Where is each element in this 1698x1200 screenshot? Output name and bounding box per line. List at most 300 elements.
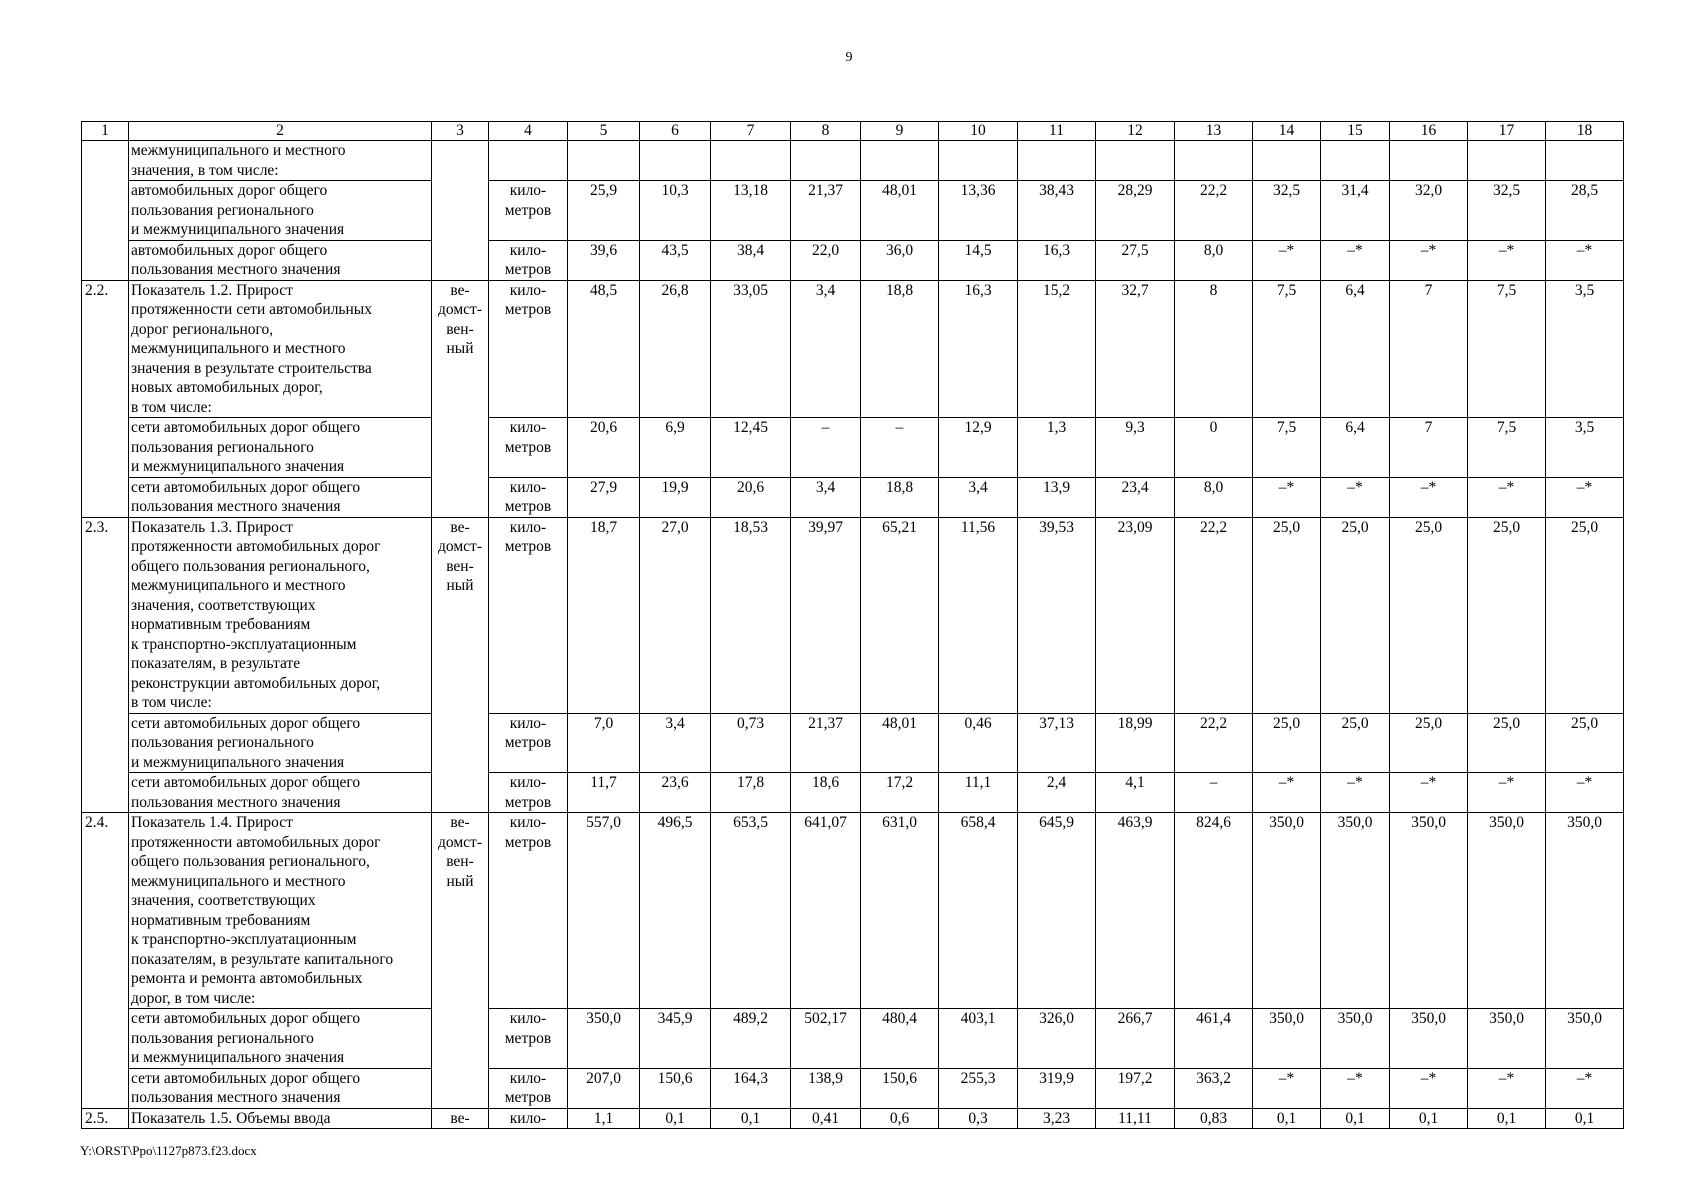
value-cell: 13,9 (1018, 477, 1096, 517)
value-cell: 25,0 (1546, 517, 1624, 713)
value-cell: 16,3 (939, 280, 1018, 418)
indicator-name (129, 517, 432, 713)
unit-line: метров (504, 261, 552, 278)
value-cell: 7,5 (1468, 280, 1546, 418)
value-cell: 37,13 (1018, 713, 1096, 773)
table-row (82, 517, 1624, 713)
indicator-name-line: в том числе: (131, 398, 212, 416)
value-cell: 14,5 (939, 240, 1018, 280)
value-cell: – (1175, 773, 1253, 813)
value-cell: 18,6 (791, 773, 861, 813)
value-cell: 0,83 (1175, 1108, 1253, 1129)
value-cell: –* (1321, 1068, 1390, 1108)
value-cell: 350,0 (1253, 1009, 1321, 1069)
indicator-name-line: сети автомобильных дорог общего (131, 1069, 361, 1087)
value-cell: 32,0 (1390, 181, 1468, 241)
value-cell: 1,3 (1018, 418, 1096, 478)
value-cell (1253, 141, 1321, 181)
value-cell (1321, 141, 1390, 181)
value-cell: 3,5 (1546, 418, 1624, 478)
value-cell: – (791, 418, 861, 478)
indicator-name-line: сети автомобильных дорог общего (131, 714, 361, 732)
value-cell (1096, 141, 1175, 181)
value-cell: –* (1253, 240, 1321, 280)
column-number-header: 18 (1546, 122, 1624, 141)
value-cell: 350,0 (1321, 813, 1390, 1009)
indicator-name-line: значения, соответствующих (131, 892, 316, 909)
value-cell: 7,5 (1253, 280, 1321, 418)
value-cell: 7 (1390, 418, 1468, 478)
indicator-name-line: Показатель 1.5. Объемы ввода (131, 1109, 331, 1127)
value-cell: 138,9 (791, 1068, 861, 1108)
row-number: 2.4. (82, 813, 129, 1109)
value-cell: 25,0 (1321, 713, 1390, 773)
unit-line: кило- (509, 419, 547, 436)
value-cell: 11,1 (939, 773, 1018, 813)
unit-line: кило- (509, 1010, 547, 1027)
unit-line: метров (504, 1029, 552, 1047)
indicator-name-line: новых автомобильных дорог, (131, 379, 323, 396)
table-row (82, 813, 1624, 1009)
column-number-header: 8 (791, 122, 861, 141)
indicator-name-line: Показатель 1.4. Прирост (131, 814, 293, 831)
indicator-name (129, 418, 432, 478)
value-cell (1468, 141, 1546, 181)
value-cell: 25,0 (1253, 713, 1321, 773)
table-row (82, 1009, 1624, 1069)
value-cell: 32,7 (1096, 280, 1175, 418)
value-cell: 18,8 (861, 280, 939, 418)
value-cell: 0,1 (640, 1108, 711, 1129)
unit-of-measure (489, 141, 568, 181)
value-cell: 21,37 (791, 181, 861, 241)
indicator-type (432, 517, 489, 813)
unit-line: метров (504, 438, 552, 456)
value-cell: 641,07 (791, 813, 861, 1009)
unit-of-measure (489, 713, 568, 773)
unit-line: кило- (509, 182, 547, 199)
indicator-name-line: реконструкции автомобильных дорог, (131, 674, 381, 692)
value-cell: 1,1 (568, 1108, 640, 1129)
column-number-header: 11 (1018, 122, 1096, 141)
value-cell: 25,0 (1468, 517, 1546, 713)
unit-line: кило- (509, 518, 547, 536)
unit-of-measure (489, 517, 568, 713)
indicator-name-line: пользования местного значения (131, 1089, 341, 1106)
value-cell: 403,1 (939, 1009, 1018, 1069)
indicator-name-line: пользования регионального (131, 734, 314, 751)
unit-of-measure (489, 240, 568, 280)
value-cell: 13,36 (939, 181, 1018, 241)
column-number-header: 9 (861, 122, 939, 141)
value-cell: 658,4 (939, 813, 1018, 1009)
value-cell: 25,0 (1321, 517, 1390, 713)
indicator-name-line: показателям, в результате (131, 655, 301, 672)
table-row (82, 1108, 1624, 1129)
indicator-type-line: ве- (450, 281, 470, 299)
row-number: 2.3. (82, 517, 129, 813)
indicator-name-line: общего пользования регионального, (131, 853, 370, 870)
indicator-name-line: к транспортно-эксплуатационным (131, 931, 357, 948)
indicator-name-line: пользования местного значения (131, 498, 341, 515)
unit-line: кило- (509, 478, 547, 496)
indicator-type-line: ве- (450, 814, 470, 831)
unit-line: кило- (509, 241, 547, 259)
indicator-name (129, 240, 432, 280)
value-cell: –* (1253, 773, 1321, 813)
value-cell: –* (1468, 477, 1546, 517)
value-cell: 48,01 (861, 181, 939, 241)
value-cell: 480,4 (861, 1009, 939, 1069)
indicator-name-line: нормативным требованиям (131, 616, 311, 633)
value-cell: 0,1 (1546, 1108, 1624, 1129)
indicator-name (129, 713, 432, 773)
unit-of-measure (489, 813, 568, 1009)
value-cell: 0,1 (1468, 1108, 1546, 1129)
indicator-type-line: вен- (446, 557, 474, 575)
value-cell: 18,53 (711, 517, 791, 713)
value-cell: 3,4 (640, 713, 711, 773)
indicator-name-line: значения, в том числе: (131, 161, 279, 179)
indicator-name (129, 1108, 432, 1129)
value-cell: 22,2 (1175, 181, 1253, 241)
column-number-header: 16 (1390, 122, 1468, 141)
indicator-name-line: пользования местного значения (131, 261, 341, 278)
table-row (82, 181, 1624, 241)
value-cell: 22,0 (791, 240, 861, 280)
value-cell: 36,0 (861, 240, 939, 280)
unit-line: метров (504, 833, 552, 851)
value-cell (568, 141, 640, 181)
unit-line: метров (504, 301, 552, 318)
value-cell: 32,5 (1253, 181, 1321, 241)
value-cell (1018, 141, 1096, 181)
value-cell: 350,0 (1468, 813, 1546, 1009)
column-number-header: 1 (82, 122, 129, 141)
indicator-name-line: протяженности автомобильных дорог (131, 538, 381, 555)
value-cell: 502,17 (791, 1009, 861, 1069)
unit-line: кило- (509, 774, 547, 791)
indicator-type (432, 280, 489, 517)
indicator-type (432, 1108, 489, 1129)
column-number-header: 14 (1253, 122, 1321, 141)
value-cell: 645,9 (1018, 813, 1096, 1009)
value-cell: 26,8 (640, 280, 711, 418)
value-cell: 3,4 (791, 280, 861, 418)
value-cell: –* (1390, 477, 1468, 517)
value-cell: 18,8 (861, 477, 939, 517)
value-cell: –* (1390, 773, 1468, 813)
indicator-type-line: ве- (450, 1109, 470, 1127)
indicator-name-line: показателям, в результате капитального (131, 950, 394, 968)
value-cell: 0,3 (939, 1108, 1018, 1129)
value-cell: 18,7 (568, 517, 640, 713)
value-cell: –* (1546, 773, 1624, 813)
value-cell: 345,9 (640, 1009, 711, 1069)
value-cell: 197,2 (1096, 1068, 1175, 1108)
value-cell: –* (1390, 1068, 1468, 1108)
indicator-type (432, 141, 489, 281)
value-cell: 16,3 (1018, 240, 1096, 280)
value-cell: 3,5 (1546, 280, 1624, 418)
value-cell: 25,0 (1253, 517, 1321, 713)
value-cell: 6,4 (1321, 418, 1390, 478)
indicator-name-line: и межмуниципального значения (131, 753, 345, 771)
table-row (82, 141, 1624, 181)
unit-of-measure (489, 280, 568, 418)
value-cell: 22,2 (1175, 517, 1253, 713)
value-cell: 11,7 (568, 773, 640, 813)
indicator-name-line: Показатель 1.3. Прирост (131, 518, 293, 536)
page-number: 9 (845, 50, 853, 65)
column-number-header: 4 (489, 122, 568, 141)
unit-line: метров (504, 498, 552, 515)
indicator-type (432, 813, 489, 1109)
column-number-header: 15 (1321, 122, 1390, 141)
value-cell: –* (1546, 1068, 1624, 1108)
value-cell (1546, 141, 1624, 181)
value-cell: 350,0 (1253, 813, 1321, 1009)
value-cell: 25,9 (568, 181, 640, 241)
value-cell: –* (1253, 477, 1321, 517)
value-cell: 164,3 (711, 1068, 791, 1108)
unit-line: метров (504, 734, 552, 751)
value-cell (711, 141, 791, 181)
unit-line: кило- (509, 1109, 547, 1127)
column-number-header: 6 (640, 122, 711, 141)
value-cell: 350,0 (1468, 1009, 1546, 1069)
row-number: 2.5. (82, 1108, 129, 1129)
value-cell: 28,5 (1546, 181, 1624, 241)
value-cell: 350,0 (568, 1009, 640, 1069)
value-cell (1175, 141, 1253, 181)
table-row (82, 477, 1624, 517)
indicator-type-line: ный (446, 577, 474, 594)
value-cell: 0,6 (861, 1108, 939, 1129)
value-cell: 33,05 (711, 280, 791, 418)
column-number-header: 7 (711, 122, 791, 141)
value-cell: 43,5 (640, 240, 711, 280)
unit-of-measure (489, 181, 568, 241)
unit-line: кило- (509, 714, 547, 732)
column-number-header: 17 (1468, 122, 1546, 141)
indicator-name-line: протяженности сети автомобильных (131, 301, 372, 318)
value-cell: 23,4 (1096, 477, 1175, 517)
value-cell: 266,7 (1096, 1009, 1175, 1069)
value-cell (1390, 141, 1468, 181)
indicator-name-line: пользования регионального (131, 201, 314, 219)
value-cell: –* (1253, 1068, 1321, 1108)
value-cell: 8,0 (1175, 477, 1253, 517)
value-cell: 19,9 (640, 477, 711, 517)
value-cell: 27,5 (1096, 240, 1175, 280)
indicator-name-line: межмуниципального и местного (131, 340, 346, 357)
indicator-name-line: и межмуниципального значения (131, 221, 345, 238)
value-cell: 38,43 (1018, 181, 1096, 241)
unit-of-measure (489, 1108, 568, 1129)
value-cell: 23,6 (640, 773, 711, 813)
indicator-type-line: ве- (450, 518, 470, 536)
indicator-name (129, 813, 432, 1009)
row-number (82, 141, 129, 281)
value-cell: 65,21 (861, 517, 939, 713)
value-cell: 6,9 (640, 418, 711, 478)
value-cell: 631,0 (861, 813, 939, 1009)
table-row (82, 418, 1624, 478)
table-row (82, 773, 1624, 813)
value-cell: 25,0 (1468, 713, 1546, 773)
indicator-name-line: сети автомобильных дорог общего (131, 774, 361, 791)
value-cell: 350,0 (1390, 1009, 1468, 1069)
value-cell: 17,2 (861, 773, 939, 813)
value-cell: 7,5 (1468, 418, 1546, 478)
column-number-header: 3 (432, 122, 489, 141)
value-cell: 150,6 (640, 1068, 711, 1108)
table-row (82, 713, 1624, 773)
value-cell: 461,4 (1175, 1009, 1253, 1069)
indicator-name-line: к транспортно-эксплуатационным (131, 635, 357, 653)
value-cell: 557,0 (568, 813, 640, 1009)
indicator-name-line: значения, соответствующих (131, 596, 316, 614)
value-cell: 39,97 (791, 517, 861, 713)
value-cell: 48,01 (861, 713, 939, 773)
value-cell: 7,0 (568, 713, 640, 773)
value-cell: 350,0 (1546, 1009, 1624, 1069)
indicator-type-line: ный (446, 340, 474, 357)
value-cell: –* (1390, 240, 1468, 280)
value-cell: 489,2 (711, 1009, 791, 1069)
unit-line: кило- (509, 814, 547, 831)
unit-of-measure (489, 1068, 568, 1108)
value-cell: 255,3 (939, 1068, 1018, 1108)
value-cell: –* (1546, 477, 1624, 517)
value-cell: 3,4 (791, 477, 861, 517)
value-cell: 0,1 (1253, 1108, 1321, 1129)
value-cell: 20,6 (711, 477, 791, 517)
value-cell: 12,9 (939, 418, 1018, 478)
indicator-name-line: автомобильных дорог общего (131, 182, 328, 199)
indicator-name-line: сети автомобильных дорог общего (131, 1010, 361, 1027)
indicator-name-line: дорог, в том числе: (131, 989, 256, 1007)
value-cell: 207,0 (568, 1068, 640, 1108)
value-cell: 7,5 (1253, 418, 1321, 478)
value-cell: 653,5 (711, 813, 791, 1009)
value-cell: 10,3 (640, 181, 711, 241)
value-cell: 17,8 (711, 773, 791, 813)
indicator-name-line: общего пользования регионального, (131, 557, 370, 575)
indicator-type-line: домст- (438, 833, 482, 851)
value-cell: 319,9 (1018, 1068, 1096, 1108)
value-cell: 9,3 (1096, 418, 1175, 478)
value-cell: –* (1321, 477, 1390, 517)
indicator-name-line: Показатель 1.2. Прирост (131, 281, 293, 299)
unit-line: метров (504, 538, 552, 555)
value-cell: 15,2 (1018, 280, 1096, 418)
value-cell: 326,0 (1018, 1009, 1096, 1069)
value-cell: –* (1321, 773, 1390, 813)
value-cell: 350,0 (1390, 813, 1468, 1009)
indicator-type-line: домст- (438, 538, 482, 555)
value-cell: 22,2 (1175, 713, 1253, 773)
value-cell: 3,4 (939, 477, 1018, 517)
value-cell: 350,0 (1546, 813, 1624, 1009)
value-cell: 7 (1390, 280, 1468, 418)
value-cell: 12,45 (711, 418, 791, 478)
indicator-name (129, 1068, 432, 1108)
value-cell: 13,18 (711, 181, 791, 241)
indicator-type-line: домст- (438, 301, 482, 318)
value-cell: 0,1 (711, 1108, 791, 1129)
unit-of-measure (489, 477, 568, 517)
value-cell: 31,4 (1321, 181, 1390, 241)
indicator-name (129, 280, 432, 418)
value-cell: 0,1 (1390, 1108, 1468, 1129)
value-cell: 8,0 (1175, 240, 1253, 280)
value-cell: 496,5 (640, 813, 711, 1009)
value-cell: 48,5 (568, 280, 640, 418)
table-row (82, 1068, 1624, 1108)
header-row (82, 122, 1624, 141)
indicator-name-line: и межмуниципального значения (131, 1049, 345, 1066)
indicator-name-line: пользования регионального (131, 438, 314, 456)
value-cell: 824,6 (1175, 813, 1253, 1009)
value-cell: –* (1468, 1068, 1546, 1108)
value-cell: 23,09 (1096, 517, 1175, 713)
value-cell (861, 141, 939, 181)
indicator-type-line: вен- (446, 320, 474, 338)
value-cell: 11,11 (1096, 1108, 1175, 1129)
indicator-name-line: значения в результате строительства (131, 359, 372, 377)
unit-of-measure (489, 1009, 568, 1069)
value-cell: 39,53 (1018, 517, 1096, 713)
column-number-header: 13 (1175, 122, 1253, 141)
indicator-name-line: и межмуниципального значения (131, 458, 345, 475)
indicator-name (129, 477, 432, 517)
value-cell: 28,29 (1096, 181, 1175, 241)
indicator-name-line: межмуниципального и местного (131, 577, 346, 594)
value-cell: 350,0 (1321, 1009, 1390, 1069)
value-cell: 27,9 (568, 477, 640, 517)
indicator-name-line: автомобильных дорог общего (131, 241, 328, 259)
value-cell: 6,4 (1321, 280, 1390, 418)
indicator-name-line: пользования регионального (131, 1029, 314, 1047)
unit-of-measure (489, 418, 568, 478)
value-cell: 27,0 (640, 517, 711, 713)
column-number-header: 2 (129, 122, 432, 141)
value-cell: 0,41 (791, 1108, 861, 1129)
value-cell: 11,56 (939, 517, 1018, 713)
table-row (82, 280, 1624, 418)
indicator-type-line: вен- (446, 853, 474, 870)
indicator-name-line: протяженности автомобильных дорог (131, 833, 381, 851)
value-cell: 25,0 (1546, 713, 1624, 773)
indicator-name-line: дорог регионального, (131, 320, 274, 338)
value-cell: 18,99 (1096, 713, 1175, 773)
indicator-type-line: ный (446, 872, 474, 890)
footer-file-path: Y:\ORST\Ppo\1127p873.f23.docx (80, 1143, 257, 1158)
column-number-header: 10 (939, 122, 1018, 141)
value-cell: 20,6 (568, 418, 640, 478)
value-cell: –* (1468, 773, 1546, 813)
value-cell: 2,4 (1018, 773, 1096, 813)
indicator-name-line: ремонта и ремонта автомобильных (131, 970, 363, 987)
value-cell: –* (1546, 240, 1624, 280)
unit-line: метров (504, 793, 552, 811)
value-cell: 463,9 (1096, 813, 1175, 1009)
indicator-name-line: пользования местного значения (131, 793, 341, 811)
indicator-name (129, 141, 432, 181)
value-cell: 38,4 (711, 240, 791, 280)
